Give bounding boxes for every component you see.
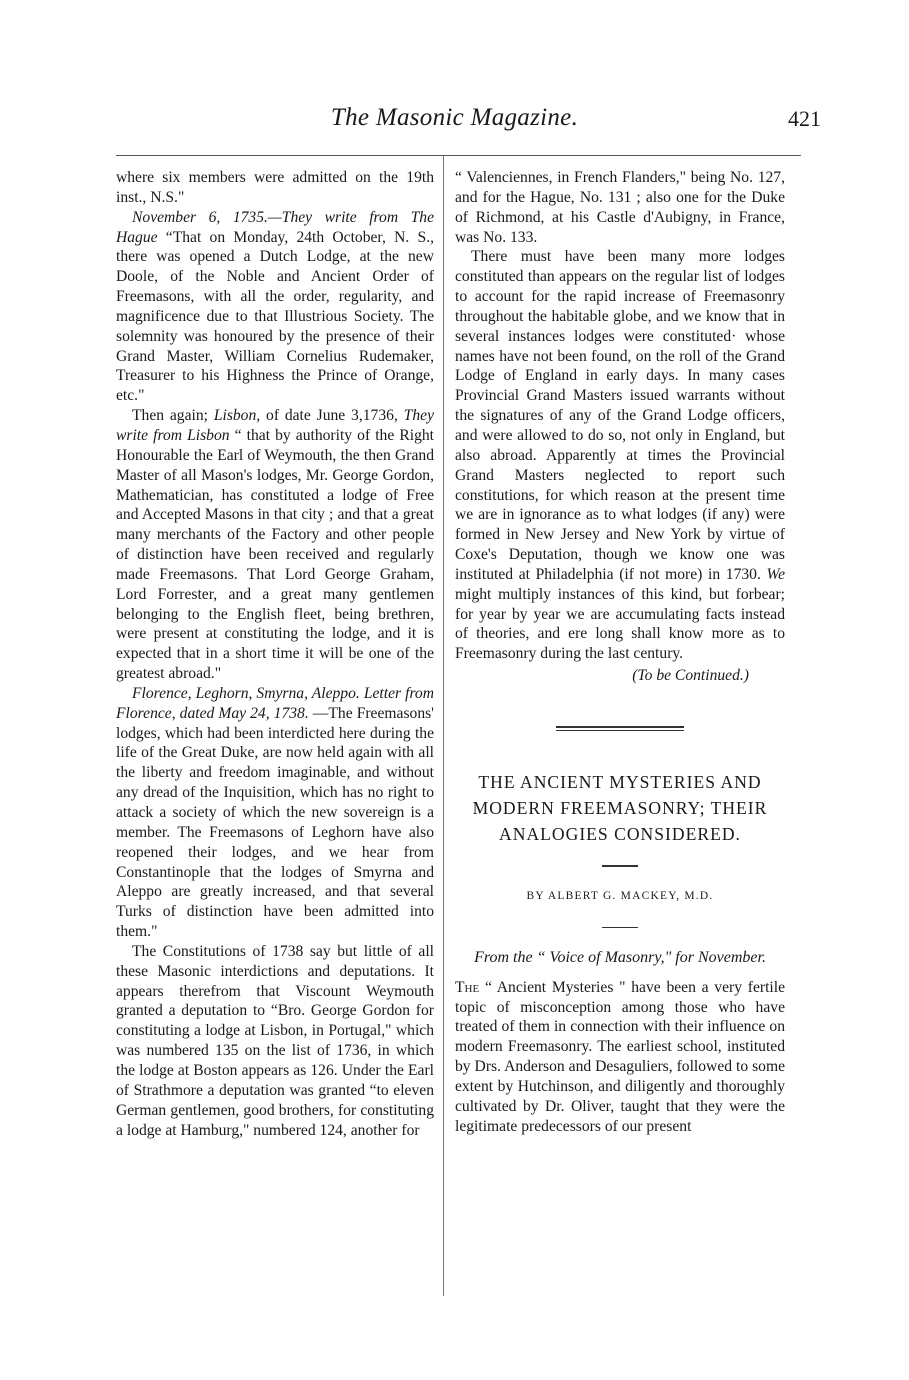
header-rule — [116, 155, 801, 156]
paragraph — [455, 247, 785, 664]
paragraph-text: “That on Monday, 24th October, N. S., there was opened a Dutch Lodge, at the new Doole, of the Noble and Ancient Order of Freemasons, with all the order, regularity, and magnificence due to that Illustrious Society. The solemnity was honoured by the presence of their Grand Master, William Cornelius Rudemaker, Treasurer to his Highness the Prince of Orange, etc." — [116, 228, 434, 405]
paragraph-text: might multiply instances of this kind, but forbear; for year by year we are accumulating facts instead of theories, and ere long shall know more as to Freemasonry during the last century. — [455, 585, 785, 663]
continued-note: (To be Continued.) — [632, 667, 749, 685]
paragraph-text: “ that by authority of the Right Honourable the Earl of Weymouth, the then Grand Master of all Mason's lodges, Mr. George Gordon, Mathematician, has constituted a lodge of Free and Accepted Masons in that city ; and that a great many merchants of the Factory and other people of distinction have been received and regularly made Freemasons. That Lord George Graham, Lord Forrester, and a great many gentlemen belonging to the English fleet, being brethren, were present at constituting the lodge, and it is expected that in a short time it will be one of the greatest abroad." — [116, 426, 435, 683]
paragraph-text: —The Freemasons' lodges, which had been interdicted here during the life of the Great Duke, are now held again with all the liberty and freedom imaginable, and without any dread of the Inquisition, which has no right to attack a society of which the new sovereign is a member. The Freemasons of Leghorn have also reopened their lodges, and we hear from Constantinople that the lodges of Smyrna and Aleppo are greatly increased, and that several Turks of distinction have been admitted into them." — [116, 704, 434, 941]
emphasis: We — [766, 565, 785, 583]
paragraph: “ Valenciennes, in French Flanders," being No. 127, and for the Hague, No. 131 ; also one for the Duke of Richmond, at his Castle d'Aubigny, in France, was No. 133. — [455, 169, 785, 246]
left-column — [116, 168, 434, 1140]
byline: BY ALBERT G. MACKEY, M.D. — [526, 889, 714, 902]
paragraph — [116, 684, 434, 942]
dateline: They write from Lisbon — [116, 407, 434, 444]
running-head — [0, 100, 909, 140]
title-rule — [602, 865, 638, 867]
dateline: Florence, Leghorn, Smyrna, Aleppo. Letter from Florence, dated May 24, 1738. — [116, 684, 434, 722]
small-caps-opening: The — [455, 978, 480, 996]
column-divider — [443, 156, 444, 1296]
paragraph — [116, 208, 434, 406]
place-name: Lisbon, — [213, 407, 261, 425]
paragraph: where six members were admitted on the 19th inst., N.S." — [116, 169, 434, 206]
dateline: November 6, 1735.—They write from The Hague — [116, 208, 434, 246]
paragraph-text: “ Ancient Mysteries " have been a very fertile topic of misconception among those who have treated of them in connection with their influence on modern Freemasonry. The earliest school, instituted by Drs. Anderson and Desaguliers, followed to some extent by Hutchinson, and diligently and thoroughly cultivated by Dr. Oliver, taught that they were the legitimate predecessors of our present — [455, 978, 785, 1135]
page-number: 421 — [788, 106, 821, 131]
paragraph-text: of date June 3,1736, — [260, 407, 404, 425]
paragraph: The Constitutions of 1738 say but little of all these Masonic interdictions and deputations. It appears therefrom that Viscount Weymouth granted a deputation to “Bro. George Gordon for constituting a lodge at Lisbon, in Portugal," which was numbered 135 on the list of 1736, in which the lodge at Boston appears as 126. Under the Earl of Strathmore a deputation was granted “to eleven German gentlemen, good brothers, for constituting a lodge at Hamburg," numbered 124, another for — [116, 942, 434, 1139]
paragraph — [116, 406, 434, 684]
article-title: THE ANCIENT MYSTERIES AND MODERN FREEMASONRY; THEIR ANALOGIES CONSIDERED. — [472, 771, 768, 844]
section-divider — [556, 726, 684, 731]
right-column — [455, 168, 785, 1137]
paragraph-text: Then again; — [132, 407, 214, 425]
paragraph-text: There must have been many more lodges constituted than appears on the regular list of lodges to account for the rapid increase of Freemasonry throughout the habitable globe, and we know that in several instances lodges were constituted· whose names have not been found, on the roll of the Grand Lodge of England in early days. In many cases Provincial Grand Masters issued warrants without the signatures of any of the Grand Lodge officers, and were allowed to do so, not only in England, but also abroad. Apparently at times the Provincial Grand Masters neglected to report such constitutions, for which reason at the present time we are in ignorance as to what lodges (if any) were formed in New Jersey and New York by virtue of Coxe's Deputation, though we know one was instituted at Philadelphia (if not more) in 1730. — [455, 248, 785, 583]
magazine-title: The Masonic Magazine. — [330, 104, 579, 131]
source-note: From the “ Voice of Masonry," for November. — [474, 948, 766, 966]
byline-rule — [602, 927, 638, 928]
paragraph — [455, 978, 785, 1137]
